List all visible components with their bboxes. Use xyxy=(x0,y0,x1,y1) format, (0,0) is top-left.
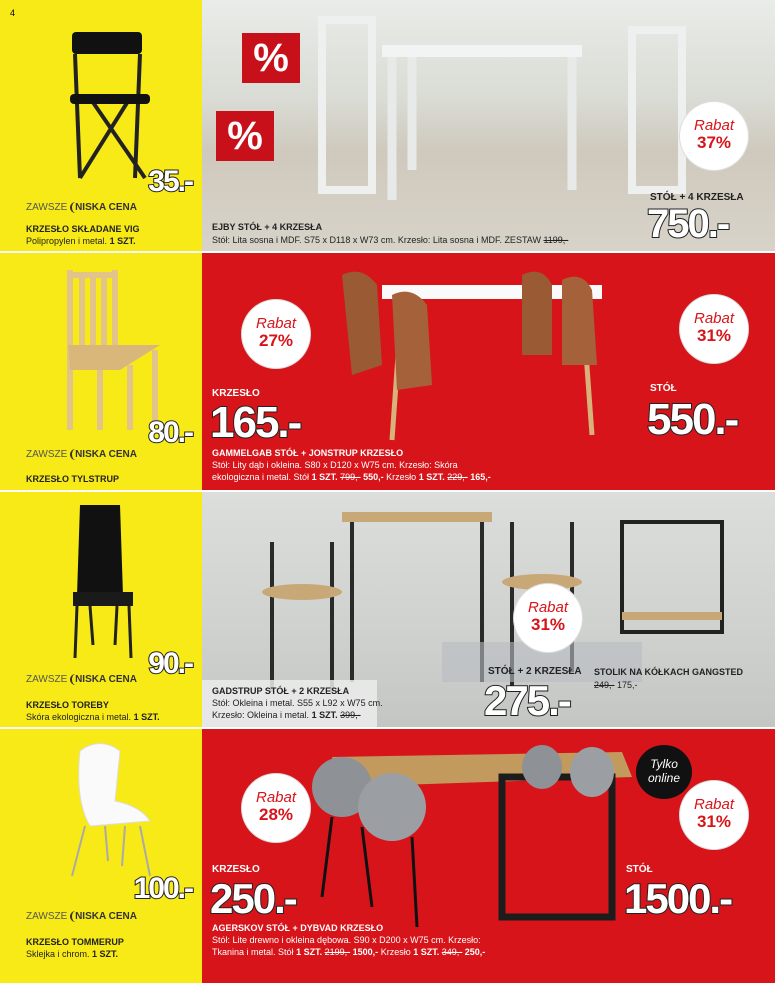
discount-badge-chair: Rabat 27% xyxy=(242,300,310,368)
offer-row-gammelgab xyxy=(0,253,775,490)
dining-set-image xyxy=(322,265,622,445)
set-price: 275.- xyxy=(484,677,570,724)
white-chair-image xyxy=(60,741,160,881)
black-chair-image xyxy=(65,500,145,660)
discount-badge-chair: Rabat 28% xyxy=(242,774,310,842)
folding-chair-image xyxy=(60,28,160,188)
chair-label: KRZESŁO xyxy=(212,388,260,399)
bar-set-image xyxy=(242,502,772,692)
logo: ZAWSZE NISKA CENA xyxy=(26,911,137,922)
red-panel xyxy=(202,729,775,983)
offer-row-ejby xyxy=(0,0,775,252)
percent-tag: % xyxy=(242,33,300,83)
online-only-badge: Tylko online xyxy=(636,745,692,799)
trolley-price: 249,- 175,- xyxy=(594,680,638,690)
left-panel xyxy=(0,729,202,983)
product-name: KRZESŁO SKŁADANE VIG xyxy=(26,224,140,234)
photo-panel xyxy=(202,0,775,252)
chair-price: 165.- xyxy=(210,398,301,447)
product-title: GADSTRUP STÓŁ + 2 KRZESŁA xyxy=(212,686,350,696)
discount-badge-table: Rabat 31% xyxy=(680,781,748,849)
page-number: 4 xyxy=(10,8,16,18)
product-title: EJBY STÓŁ + 4 KRZESŁA xyxy=(212,222,323,232)
chair-label: KRZESŁO xyxy=(212,864,260,875)
chair-price: 250.- xyxy=(210,875,296,922)
logo: ZAWSZE NISKA CENA xyxy=(26,449,137,460)
table-price: 550.- xyxy=(647,395,738,444)
table-price: 1500.- xyxy=(624,875,732,922)
logo: ZAWSZE NISKA CENA xyxy=(26,202,137,213)
product-name: KRZESŁO TOREBY xyxy=(26,700,109,710)
left-panel xyxy=(0,0,202,252)
red-panel xyxy=(202,253,775,490)
dining-set-image xyxy=(302,10,752,210)
product-desc: Skóra ekologiczna i metal. 1 SZT. xyxy=(26,712,160,722)
table-label: STÓŁ xyxy=(650,383,677,394)
table-label: STÓŁ xyxy=(626,864,653,875)
discount-badge: Rabat 31% xyxy=(514,584,582,652)
set-label: STÓŁ + 4 KRZESŁA xyxy=(650,192,744,203)
price: 35.- xyxy=(148,165,192,198)
product-title: GAMMELGAB STÓŁ + JONSTRUP KRZESŁO xyxy=(212,448,404,458)
price: 100.- xyxy=(133,872,192,905)
wooden-chair-image xyxy=(60,265,170,435)
photo-panel xyxy=(202,492,775,728)
price: 90.- xyxy=(148,647,192,680)
product-desc: Stół: Okleina i metal. S55 x L92 x W75 cm. Krzesło: Okleina i metal. 1 SZT. 399,- xyxy=(212,698,383,720)
dining-set-image xyxy=(302,737,642,927)
product-desc: Stół: Lita sosna i MDF. S75 x D118 x W73 cm. Krzesło: Lita sosna i MDF. ZESTAW 1199,- xyxy=(212,235,569,245)
offer-row-gadstrup xyxy=(0,492,775,728)
discount-badge-table: Rabat 31% xyxy=(680,295,748,363)
offer-row-agerskov xyxy=(0,729,775,983)
price: 80.- xyxy=(148,416,192,449)
logo: ZAWSZE NISKA CENA xyxy=(26,674,137,685)
product-desc: Stół: Lity dąb i okleina. S80 x D120 x W75 cm. Krzesło: Skóra ekologiczna i metal. Stół 1 SZT. 799,- 550,- Krzesło 1 SZT. 229,- 165,- xyxy=(212,460,491,482)
left-panel xyxy=(0,492,202,728)
product-desc: Stół: Lite drewno i okleina dębowa. S90 x D200 x W75 cm. Krzesło: Tkanina i metal. Stół 1 SZT. 2199,- 1500,- Krzesło 1 SZT. 349,- 250,- xyxy=(212,935,486,957)
product-desc: Sklejka i chrom. 1 SZT. xyxy=(26,949,119,959)
set-label: STÓŁ + 2 KRZESŁA xyxy=(488,666,582,677)
set-price: 750.- xyxy=(647,202,729,246)
trolley-title: STOLIK NA KÓŁKACH GANGSTED xyxy=(594,667,744,677)
percent-tag: % xyxy=(216,111,274,161)
discount-badge: Rabat 37% xyxy=(680,102,748,170)
product-name: KRZESŁO TYLSTRUP xyxy=(26,474,120,484)
product-name: KRZESŁO TOMMERUP xyxy=(26,937,124,947)
left-panel xyxy=(0,253,202,490)
product-desc: Polipropylen i metal. 1 SZT. xyxy=(26,236,136,246)
product-title: AGERSKOV STÓŁ + DYBVAD KRZESŁO xyxy=(212,923,384,933)
